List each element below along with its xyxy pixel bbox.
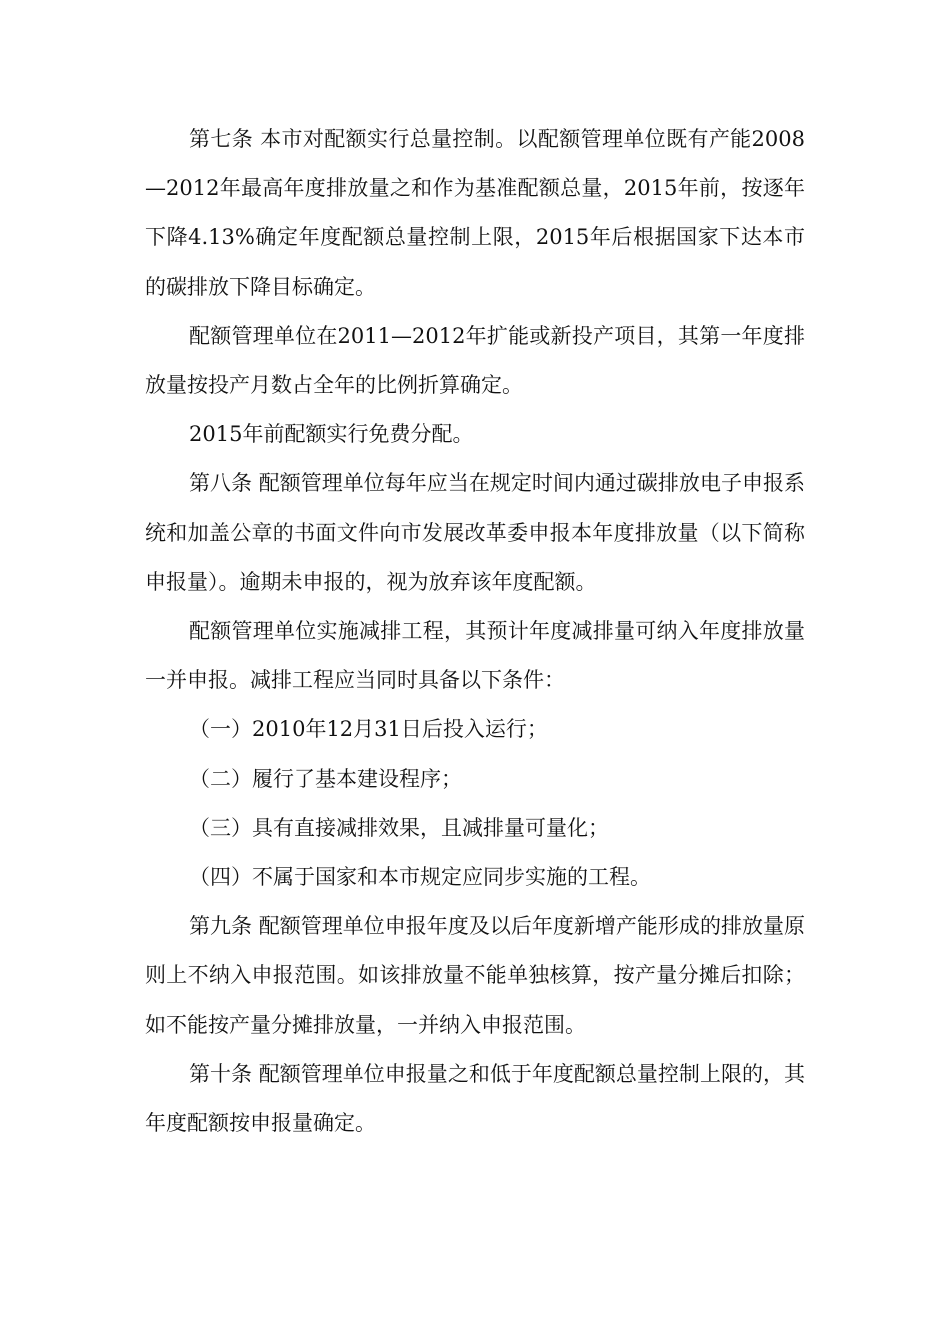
paragraph-article-7: 第七条 本市对配额实行总量控制。以配额管理单位既有产能2008—2012年最高年度排放量之和作为基准配额总量，2015年前，按逐年下降4.13%确定年度配额总量控制上限，2015年后根据国家下达本市的碳排放下降目标确定。 (145, 127, 805, 299)
paragraph-expansion-projects: 配额管理单位在2011—2012年扩能或新投产项目，其第一年度排放量按投产月数占全年的比例折算确定。 (145, 323, 805, 398)
condition-item-3: （三）具有直接减排效果，且减排量可量化； (189, 815, 609, 840)
paragraph-reduction-projects: 配额管理单位实施减排工程，其预计年度减排量可纳入年度排放量一并申报。减排工程应当同时具备以下条件： (145, 619, 805, 693)
paragraph-free-allocation: 2015年前配额实行免费分配。 (189, 422, 474, 447)
condition-item-2: （二）履行了基本建设程序； (189, 766, 462, 791)
paragraph-article-8: 第八条 配额管理单位每年应当在规定时间内通过碳排放电子申报系统和加盖公章的书面文件向市发展改革委申报本年度排放量（以下简称申报量）。逾期未申报的，视为放弃该年度配额。 (145, 471, 805, 594)
paragraph-article-9: 第九条 配额管理单位申报年度及以后年度新增产能形成的排放量原则上不纳入申报范围。如该排放量不能单独核算，按产量分摊后扣除；如不能按产量分摊排放量，一并纳入申报范围。 (145, 914, 805, 1037)
paragraph-article-10: 第十条 配额管理单位申报量之和低于年度配额总量控制上限的，其年度配额按申报量确定。 (145, 1061, 805, 1136)
document-body (145, 115, 805, 1148)
condition-item-1: （一）2010年12月31日后投入运行； (189, 717, 548, 742)
condition-item-4: （四）不属于国家和本市规定应同步实施的工程。 (189, 865, 651, 890)
